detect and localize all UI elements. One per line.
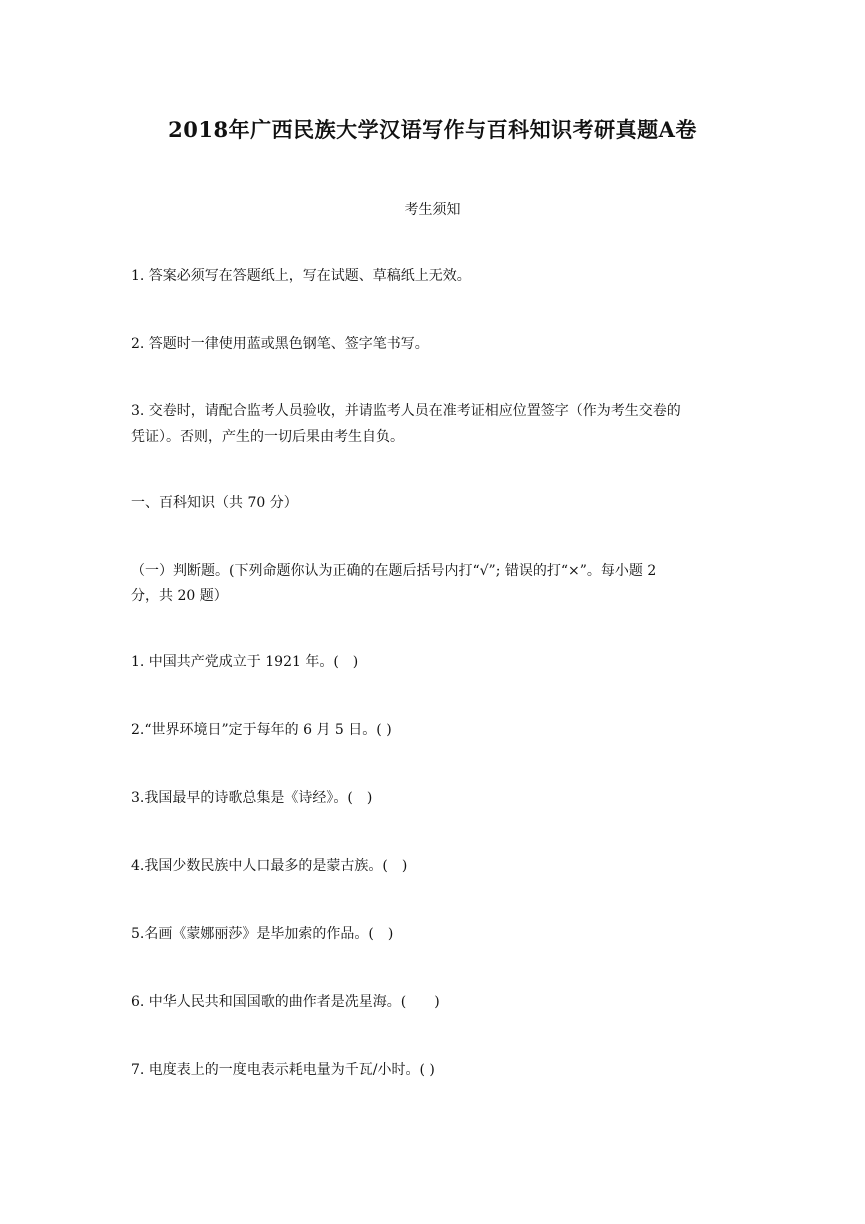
question-2: 2.“世界环境日”定于每年的 6 月 5 日。( ) xyxy=(131,722,392,738)
subsection-instructions-continued: 分，共 20 题） xyxy=(131,588,228,604)
question-5: 5.名画《蒙娜丽莎》是毕加索的作品。( ) xyxy=(131,926,394,942)
subsection-instructions: （一）判断题。(下列命题你认为正确的在题后括号内打“√”; 错误的打“×”。每小题 2 xyxy=(131,563,657,579)
question-7: 7. 电度表上的一度电表示耗电量为千瓦/小时。( ) xyxy=(131,1062,435,1078)
page-title: 2018年广西民族大学汉语写作与百科知识考研真题A卷 xyxy=(168,117,697,142)
section-title: 一、百科知识（共 70 分） xyxy=(131,495,298,511)
question-1: 1. 中国共产党成立于 1921 年。( ) xyxy=(131,654,359,670)
notice-item-3: 3. 交卷时，请配合监考人员验收，并请监考人员在准考证相应位置签字（作为考生交卷的 xyxy=(131,403,681,419)
notice-heading: 考生须知 xyxy=(404,202,461,218)
question-6: 6. 中华人民共和国国歌的曲作者是冼星海。( ) xyxy=(131,994,440,1010)
notice-item-1: 1. 答案必须写在答题纸上，写在试题、草稿纸上无效。 xyxy=(131,268,471,284)
question-4: 4.我国少数民族中人口最多的是蒙古族。( ) xyxy=(131,858,408,874)
notice-item-3-continued: 凭证）。否则，产生的一切后果由考生自负。 xyxy=(131,429,404,445)
question-3: 3.我国最早的诗歌总集是《诗经》。( ) xyxy=(131,790,373,806)
notice-item-2: 2. 答题时一律使用蓝或黑色钢笔、签字笔书写。 xyxy=(131,336,429,352)
